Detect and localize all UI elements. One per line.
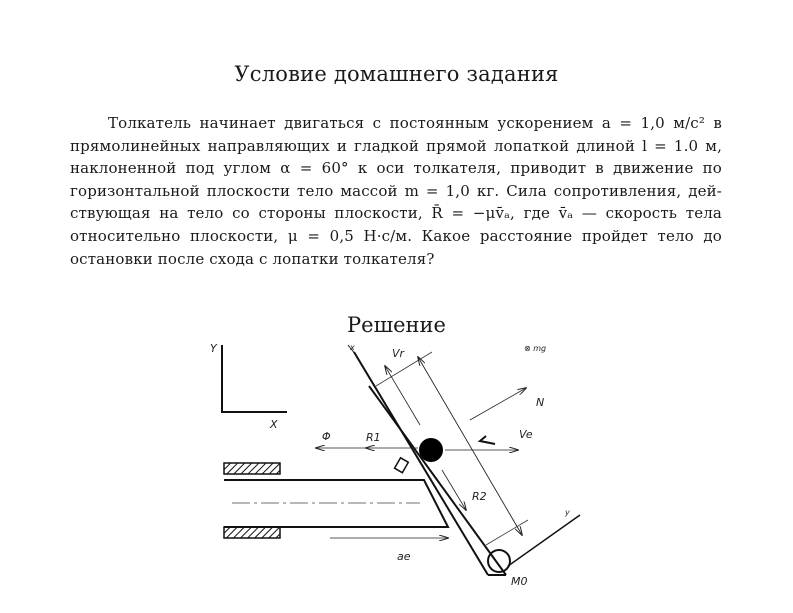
guide-bottom	[224, 527, 280, 538]
wheel-m0	[488, 550, 510, 572]
mg-label: ⊗ mg	[524, 344, 547, 353]
ae-label: ae	[397, 550, 411, 563]
ve-label: Ve	[519, 428, 533, 441]
r1-label: R1	[366, 431, 381, 444]
problem-line: Толкатель начинает двигаться с постоянным ускорением a = 1,0 м/c² в	[108, 114, 722, 132]
angle-mark	[480, 436, 495, 444]
n-label: N	[536, 396, 545, 409]
problem-line: наклоненной под углом α = 60° к оси толкателя, приводит в движение по	[70, 159, 722, 178]
pusher-rod	[224, 480, 448, 527]
blade-axis-y-label: y	[565, 508, 570, 517]
r2-label: R2	[472, 490, 487, 503]
blade-axis-x-label: x	[350, 343, 355, 352]
m0-label: M0	[511, 575, 528, 588]
contact-block	[395, 458, 409, 473]
axis-x-label: X	[270, 418, 278, 431]
solution-title: Решение	[347, 313, 446, 337]
blade-y-axis	[508, 515, 580, 566]
problem-line: ствующая на тело со стороны плоскости, R̄ = −μv̄ₐ, где v̄ₐ — скорость тела	[70, 204, 722, 223]
problem-line: прямолинейных направляющих и гладкой прямой лопаткой длиной l = 1.0 м,	[70, 136, 722, 155]
problem-line: горизонтальной плоскости тело массой m = 1,0 кг. Сила сопротивления, дей-	[70, 181, 722, 200]
n-vector	[470, 388, 526, 420]
page-title: Условие домашнего задания	[234, 62, 559, 86]
global-axes	[222, 345, 287, 412]
vr-label: Vr	[392, 347, 405, 360]
problem-line: относительно плоскости, μ = 0,5 Н·с/м. Какое расстояние пройдет тело до	[70, 226, 722, 245]
phi-label: Φ	[322, 430, 331, 443]
body-mass	[419, 438, 443, 462]
problem-line: остановки после схода с лопатки толкателя?	[70, 249, 435, 268]
axis-y-label: Y	[210, 342, 217, 355]
guide-top	[224, 463, 280, 474]
